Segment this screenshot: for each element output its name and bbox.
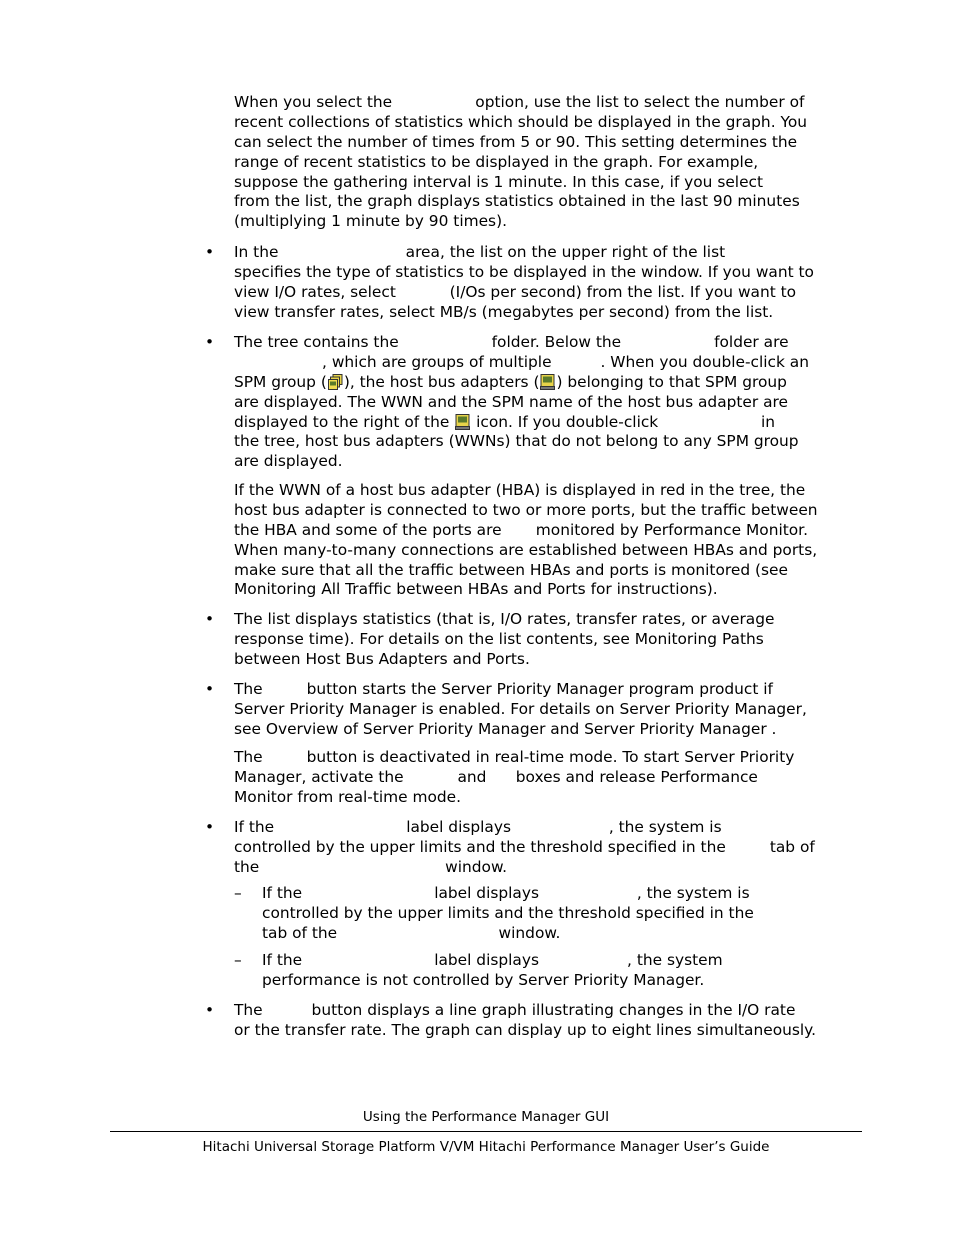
- text-line: the window.: [234, 857, 508, 876]
- text-line: are displayed. The WWN and the SPM name of the host bus adapter are: [234, 392, 789, 411]
- label-sub-paragraph: [262, 884, 862, 944]
- text-segment: displayed to the right of the: [234, 412, 455, 431]
- text-line: When many-to-many connections are established between HBAs and ports,: [234, 540, 818, 559]
- label-sub-paragraph: [262, 951, 862, 991]
- text-line: The tree contains the folder. Below the folder are: [234, 333, 789, 351]
- text-line: the HBA and some of the ports are monitored by Performance Monitor.: [234, 520, 808, 539]
- text-line: between Host Bus Adapters and Ports.: [234, 649, 530, 668]
- footer-section-title: Using the Performance Manager GUI: [362, 1109, 610, 1125]
- spm-group-icon: [328, 374, 343, 390]
- text-line: Manager, activate the and boxes and release Performance: [234, 767, 758, 786]
- text-line: [234, 373, 866, 393]
- spm-button-paragraph: [234, 680, 866, 740]
- text-line: The button is deactivated in real-time mode. To start Server Priority: [234, 748, 795, 766]
- host-bus-adapter-icon: [540, 374, 555, 390]
- text-line: the tree, host bus adapters (WWNs) that do not belong to any SPM group: [234, 432, 799, 451]
- host-bus-adapter-icon: [455, 414, 470, 430]
- bullet-marker: •: [205, 610, 215, 628]
- text-line: host bus adapter is connected to two or more ports, but the traffic between: [234, 500, 818, 519]
- footer-divider: [110, 1131, 862, 1132]
- text-line: from the list, the graph displays statistics obtained in the last 90 minutes: [234, 192, 800, 211]
- text-line: In the area, the list on the upper right of the list: [234, 243, 726, 261]
- text-line: make sure that all the traffic between HBAs and ports is monitored (see: [234, 560, 788, 579]
- text-line: If the WWN of a host bus adapter (HBA) is displayed in red in the tree, the: [234, 481, 806, 499]
- dash-marker: –: [234, 884, 242, 902]
- dash-marker: –: [234, 951, 242, 969]
- text-line: controlled by the upper limits and the threshold specified in the tab of: [234, 837, 815, 856]
- text-line: range of recent statistics to be displayed in the graph. For example,: [234, 152, 759, 171]
- text-line: suppose the gathering interval is 1 minute. In this case, if you select: [234, 172, 764, 191]
- text-segment: icon. If you double-click in: [471, 412, 775, 431]
- text-line: The list displays statistics (that is, I/O rates, transfer rates, or average: [234, 610, 775, 628]
- text-line: Server Priority Manager is enabled. For details on Server Priority Manager,: [234, 699, 807, 718]
- text-line: controlled by the upper limits and the threshold specified in the: [262, 903, 754, 922]
- label-paragraph: [234, 818, 866, 878]
- text-line: Monitoring All Traffic between HBAs and Ports for instructions).: [234, 580, 718, 599]
- text-line: , which are groups of multiple . When you double-click an: [234, 352, 809, 371]
- text-line: see Overview of Server Priority Manager and Server Priority Manager .: [234, 719, 777, 738]
- footer-guide-title: Hitachi Universal Storage Platform V/VM Hitachi Performance Manager User’s Guide: [202, 1139, 770, 1155]
- text-line: are displayed.: [234, 452, 343, 471]
- list-paragraph: [234, 610, 866, 670]
- text-line: tab of the window.: [262, 923, 561, 942]
- bullet-marker: •: [205, 333, 215, 351]
- text-line: (multiplying 1 minute by 90 times).: [234, 212, 507, 231]
- text-line: view transfer rates, select MB/s (megabytes per second) from the list.: [234, 302, 774, 321]
- hba-red-paragraph: [234, 481, 866, 600]
- text-line: If the label displays , the system is: [234, 818, 722, 836]
- text-line: Monitor from real-time mode.: [234, 787, 462, 806]
- text-line: performance is not controlled by Server Priority Manager.: [262, 970, 705, 989]
- text-line: If the label displays , the system: [262, 951, 723, 969]
- text-line: can select the number of times from 5 or 90. This setting determines the: [234, 132, 798, 151]
- graph-button-paragraph: [234, 1001, 866, 1041]
- tree-paragraph: [234, 333, 866, 472]
- text-line: recent collections of statistics which should be displayed in the graph. You: [234, 112, 807, 131]
- text-segment: ), the host bus adapters (: [343, 372, 540, 391]
- text-line: specifies the type of statistics to be displayed in the window. If you want to: [234, 262, 814, 281]
- text-line: [234, 413, 866, 433]
- text-line: The button displays a line graph illustrating changes in the I/O rate: [234, 1001, 796, 1019]
- text-line: When you select the option, use the list to select the number of: [234, 93, 805, 111]
- bullet-marker: •: [205, 818, 215, 836]
- text-line: view I/O rates, select (I/Os per second) from the list. If you want to: [234, 282, 797, 301]
- text-line: or the transfer rate. The graph can display up to eight lines simultaneously.: [234, 1020, 816, 1039]
- spm-deactivated-paragraph: [234, 748, 866, 808]
- text-line: The button starts the Server Priority Manager program product if: [234, 680, 773, 698]
- text-line: response time). For details on the list contents, see Monitoring Paths: [234, 629, 764, 648]
- bullet-marker: •: [205, 680, 215, 698]
- text-line: If the label displays , the system is: [262, 884, 750, 902]
- statistics-range-paragraph: [234, 93, 866, 232]
- bullet-marker: •: [205, 1001, 215, 1019]
- bullet-marker: •: [205, 243, 215, 261]
- statistics-type-paragraph: [234, 243, 866, 323]
- text-segment: SPM group (: [234, 372, 327, 391]
- text-segment: ) belonging to that SPM group: [556, 372, 787, 391]
